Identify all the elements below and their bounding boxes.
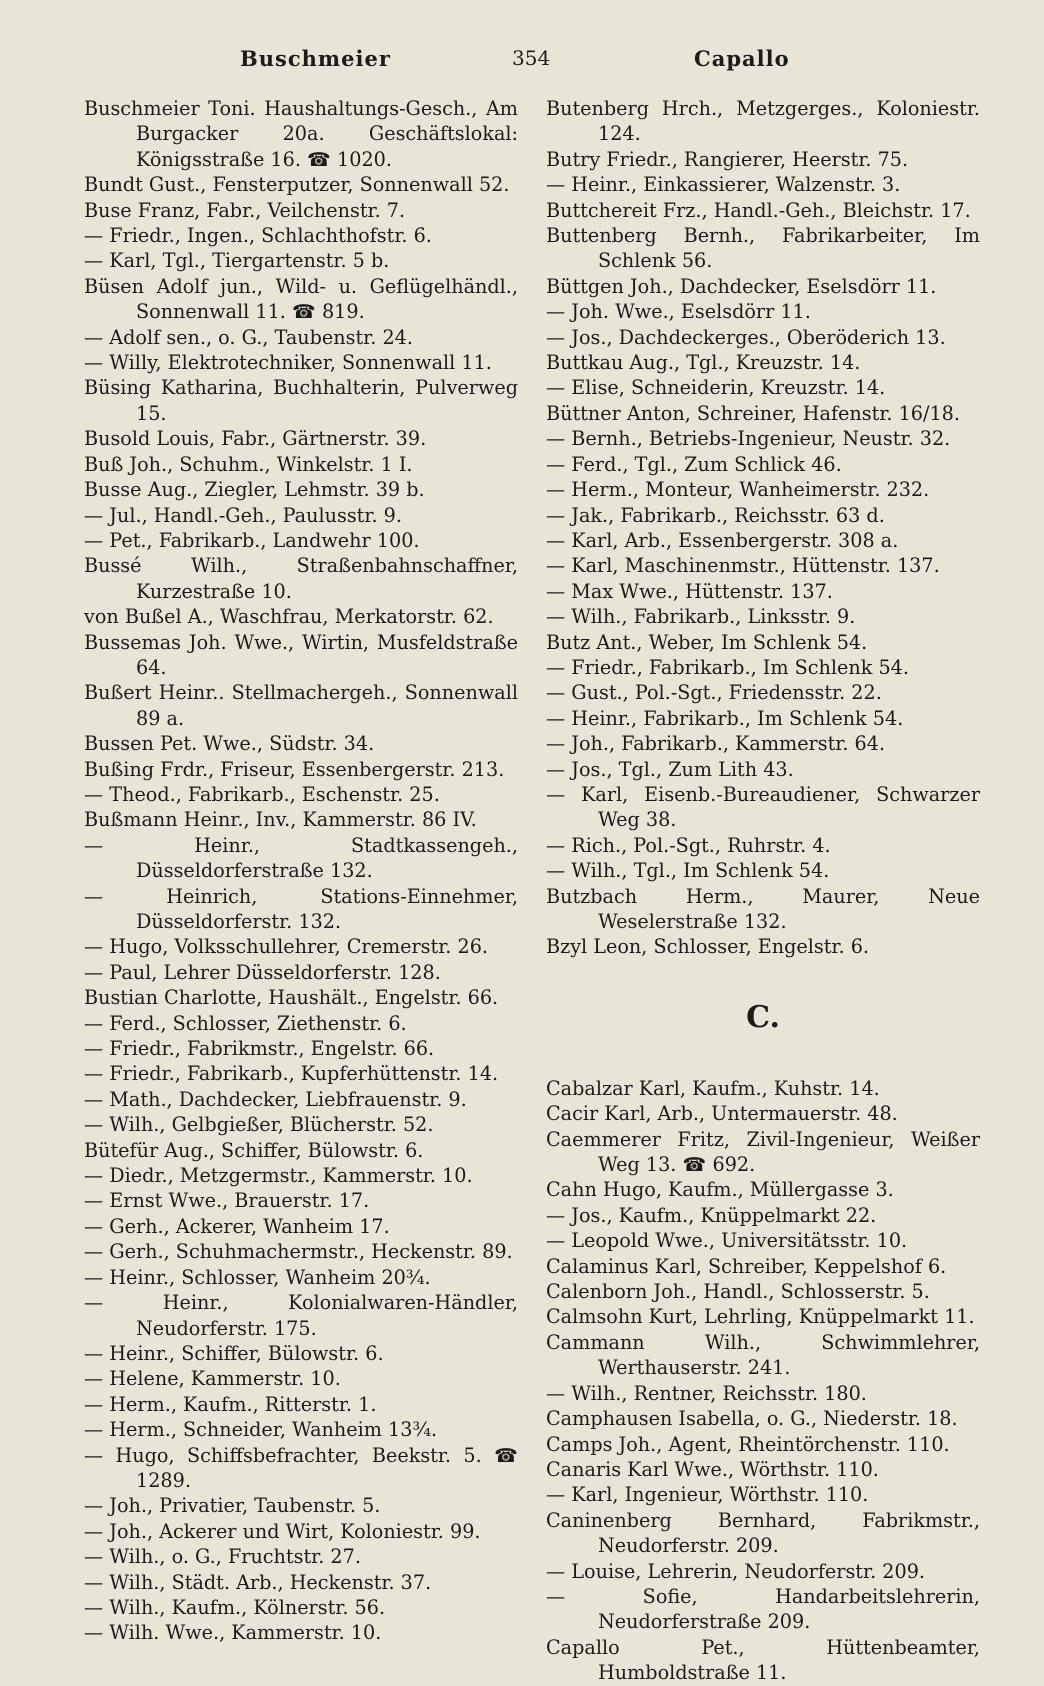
directory-entry: Butz Ant., Weber, Im Schlenk 54. bbox=[546, 630, 868, 654]
directory-entry: von Bußel A., Waschfrau, Merkatorstr. 62. bbox=[84, 605, 494, 629]
directory-entry: — Heinr., Schiffer, Bülowstr. 6. bbox=[84, 1341, 384, 1365]
directory-entry: Butenberg Hrch., Metzgerges., Koloniestr. 124. bbox=[546, 97, 980, 146]
directory-entry: Cammann Wilh., Schwimmlehrer, Werthauserstr. 241. bbox=[546, 1330, 980, 1380]
directory-entry: — Karl, Ingenieur, Wörthstr. 110. bbox=[546, 1483, 869, 1507]
directory-entry: Busold Louis, Fabr., Gärtnerstr. 39. bbox=[84, 427, 427, 451]
directory-entry: Bussemas Joh. Wwe., Wirtin, Musfeldstraße 64. bbox=[84, 630, 518, 679]
directory-entry: — Karl, Arb., Essenbergerstr. 308 a. bbox=[546, 528, 899, 552]
directory-entry: Butry Friedr., Rangierer, Heerstr. 75. bbox=[546, 147, 909, 171]
directory-entry: Calmsohn Kurt, Lehrling, Knüppelmarkt 11. bbox=[546, 1305, 975, 1329]
directory-entry: — Hugo, Volksschullehrer, Cremerstr. 26. bbox=[84, 935, 489, 959]
directory-entry: — Math., Dachdecker, Liebfrauenstr. 9. bbox=[84, 1087, 467, 1111]
directory-entry: — Sofie, Handarbeitslehrerin, Neudorferstraße 209. bbox=[546, 1584, 980, 1634]
directory-entry: — Wilh., Fabrikarb., Linksstr. 9. bbox=[546, 605, 856, 629]
directory-entry: — Joh., Ackerer und Wirt, Koloniestr. 99. bbox=[84, 1519, 481, 1543]
directory-entry: — Diedr., Metzgermstr., Kammerstr. 10. bbox=[84, 1164, 473, 1188]
directory-entry: Canaris Karl Wwe., Wörthstr. 110. bbox=[546, 1457, 879, 1481]
directory-entry: — Heinr., Stadtkassengeh., Düsseldorferstraße 132. bbox=[84, 833, 518, 883]
directory-entry: — Paul, Lehrer Düsseldorferstr. 128. bbox=[84, 960, 441, 984]
directory-entry: Cacir Karl, Arb., Untermauerstr. 48. bbox=[546, 1102, 898, 1126]
directory-entry: Cahn Hugo, Kaufm., Müllergasse 3. bbox=[546, 1178, 894, 1202]
directory-entry: — Jul., Handl.-Geh., Paulusstr. 9. bbox=[84, 503, 402, 527]
directory-entry: — Wilh., Rentner, Reichsstr. 180. bbox=[546, 1381, 867, 1405]
directory-entry: — Willy, Elektrotechniker, Sonnenwall 11. bbox=[84, 351, 492, 375]
directory-entry: Büsing Katharina, Buchhalterin, Pulverweg 15. bbox=[84, 376, 518, 425]
directory-entry: — Herm., Schneider, Wanheim 13¾. bbox=[84, 1418, 438, 1442]
directory-entry: Buse Franz, Fabr., Veilchenstr. 7. bbox=[84, 198, 406, 222]
directory-entry: — Louise, Lehrerin, Neudorferstr. 209. bbox=[546, 1559, 925, 1583]
directory-entry: — Ferd., Schlosser, Ziethenstr. 6. bbox=[84, 1011, 407, 1035]
directory-entry: Bütefür Aug., Schiffer, Bülowstr. 6. bbox=[84, 1138, 424, 1162]
directory-entry: — Jos., Dachdeckerges., Oberöderich 13. bbox=[546, 325, 946, 349]
directory-entry: — Gerh., Ackerer, Wanheim 17. bbox=[84, 1214, 390, 1238]
directory-entry: Bzyl Leon, Schlosser, Engelstr. 6. bbox=[546, 935, 869, 959]
directory-entry: — Adolf sen., o. G., Taubenstr. 24. bbox=[84, 325, 413, 349]
right-column-top bbox=[546, 96, 980, 960]
directory-entry: — Leopold Wwe., Universitätsstr. 10. bbox=[546, 1229, 908, 1253]
directory-entry: — Wilh., Tgl., Im Schlenk 54. bbox=[546, 859, 830, 883]
directory-entry: — Heinr., Einkassierer, Walzenstr. 3. bbox=[546, 173, 901, 197]
directory-entry: Bußert Heinr.. Stellmachergeh., Sonnenwall 89 a. bbox=[84, 681, 518, 730]
directory-entry: — Friedr., Fabrikmstr., Engelstr. 66. bbox=[84, 1037, 435, 1061]
directory-entry: — Heinr., Schlosser, Wanheim 20¾. bbox=[84, 1265, 431, 1289]
page-number: 354 bbox=[512, 46, 551, 70]
directory-entry: — Herm., Kaufm., Ritterstr. 1. bbox=[84, 1392, 377, 1416]
directory-entry: Bußing Frdr., Friseur, Essenbergerstr. 213. bbox=[84, 757, 505, 781]
directory-entry: — Joh., Fabrikarb., Kammerstr. 64. bbox=[546, 732, 886, 756]
directory-entry: — Jak., Fabrikarb., Reichsstr. 63 d. bbox=[546, 503, 885, 527]
directory-entry: Buttchereit Frz., Handl.-Geh., Bleichstr. 17. bbox=[546, 198, 971, 222]
directory-entry: — Friedr., Fabrikarb., Im Schlenk 54. bbox=[546, 655, 909, 679]
directory-entry: Buttenberg Bernh., Fabrikarbeiter, Im Schlenk 56. bbox=[546, 224, 980, 273]
directory-entry: — Pet., Fabrikarb., Landwehr 100. bbox=[84, 528, 420, 552]
directory-entry: Busse Aug., Ziegler, Lehmstr. 39 b. bbox=[84, 478, 425, 502]
directory-entry: — Ernst Wwe., Brauerstr. 17. bbox=[84, 1189, 370, 1213]
directory-entry: — Wilh., Kaufm., Kölnerstr. 56. bbox=[84, 1595, 386, 1619]
running-head-left: Buschmeier bbox=[240, 46, 391, 71]
page-header bbox=[0, 46, 1044, 80]
directory-entry: Caemmerer Fritz, Zivil-Ingenieur, Weißer Weg 13. ☎ 692. bbox=[546, 1127, 980, 1177]
directory-entry: — Helene, Kammerstr. 10. bbox=[84, 1367, 341, 1391]
directory-entry: — Heinr., Kolonialwaren-Händler, Neudorferstr. 175. bbox=[84, 1291, 518, 1340]
directory-entry: — Friedr., Fabrikarb., Kupferhüttenstr. 14. bbox=[84, 1062, 499, 1086]
directory-entry: — Karl, Tgl., Tiergartenstr. 5 b. bbox=[84, 249, 390, 273]
section-letter: C. bbox=[746, 999, 780, 1035]
directory-entry: Bustian Charlotte, Haushält., Engelstr. 66. bbox=[84, 986, 499, 1010]
directory-entry: — Wilh., Gelbgießer, Blücherstr. 52. bbox=[84, 1113, 434, 1137]
directory-entry: — Gerh., Schuhmachermstr., Heckenstr. 89. bbox=[84, 1240, 513, 1264]
directory-entry: — Bernh., Betriebs-Ingenieur, Neustr. 32. bbox=[546, 427, 951, 451]
directory-entry: Bußmann Heinr., Inv., Kammerstr. 86 IV. bbox=[84, 808, 477, 832]
directory-entry: Bussé Wilh., Straßenbahnschaffner, Kurzestraße 10. bbox=[84, 554, 518, 603]
directory-entry: Büttner Anton, Schreiner, Hafenstr. 16/18. bbox=[546, 401, 960, 425]
directory-entry: — Karl, Maschinenmstr., Hüttenstr. 137. bbox=[546, 554, 940, 578]
directory-entry: — Karl, Eisenb.-Bureaudiener, Schwarzer Weg 38. bbox=[546, 782, 980, 832]
directory-entry: — Gust., Pol.-Sgt., Friedensstr. 22. bbox=[546, 681, 882, 705]
directory-entry: — Theod., Fabrikarb., Eschenstr. 25. bbox=[84, 782, 440, 806]
directory-entry: — Ferd., Tgl., Zum Schlick 46. bbox=[546, 452, 842, 476]
directory-entry: — Wilh., o. G., Fruchtstr. 27. bbox=[84, 1545, 361, 1569]
directory-entry: — Joh. Wwe., Eselsdörr 11. bbox=[546, 300, 811, 324]
directory-entry: — Joh., Privatier, Taubenstr. 5. bbox=[84, 1494, 381, 1518]
left-column bbox=[84, 96, 518, 1646]
directory-entry: — Friedr., Ingen., Schlachthofstr. 6. bbox=[84, 224, 432, 248]
directory-entry: — Elise, Schneiderin, Kreuzstr. 14. bbox=[546, 376, 886, 400]
directory-entry: Cabalzar Karl, Kaufm., Kuhstr. 14. bbox=[546, 1076, 880, 1100]
directory-entry: Camphausen Isabella, o. G., Niederstr. 18. bbox=[546, 1407, 958, 1431]
directory-entry: Buschmeier Toni. Haushaltungs-Gesch., Am Burgacker 20a. Geschäftslokal: Königsstraße 16. ☎ 1020. bbox=[84, 97, 518, 171]
directory-entry: Buß Joh., Schuhm., Winkelstr. 1 I. bbox=[84, 452, 413, 476]
directory-entry: — Wilh., Städt. Arb., Heckenstr. 37. bbox=[84, 1570, 432, 1594]
directory-entry: — Max Wwe., Hüttenstr. 137. bbox=[546, 579, 833, 603]
directory-entry: Buttkau Aug., Tgl., Kreuzstr. 14. bbox=[546, 351, 861, 375]
directory-entry: — Hugo, Schiffsbefrachter, Beekstr. 5. ☎ 1289. bbox=[84, 1443, 518, 1492]
directory-entry: Bussen Pet. Wwe., Südstr. 34. bbox=[84, 732, 375, 756]
right-column bbox=[546, 96, 980, 1686]
directory-entry: Camps Joh., Agent, Rheintörchenstr. 110. bbox=[546, 1432, 950, 1456]
right-column-bottom bbox=[546, 1076, 980, 1686]
directory-entry: Capallo Pet., Hüttenbeamter, Humboldstraße 11. bbox=[546, 1635, 980, 1685]
directory-entry: — Wilh. Wwe., Kammerstr. 10. bbox=[84, 1621, 382, 1645]
directory-entry: — Rich., Pol.-Sgt., Ruhrstr. 4. bbox=[546, 833, 831, 857]
directory-entry: — Jos., Kaufm., Knüppelmarkt 22. bbox=[546, 1203, 877, 1227]
directory-entry: Calaminus Karl, Schreiber, Keppelshof 6. bbox=[546, 1254, 947, 1278]
directory-entry: — Heinr., Fabrikarb., Im Schlenk 54. bbox=[546, 706, 904, 730]
directory-entry: Büsen Adolf jun., Wild- u. Geflügelhändl., Sonnenwall 11. ☎ 819. bbox=[84, 274, 518, 324]
running-head-right: Capallo bbox=[694, 46, 790, 71]
directory-entry: Bundt Gust., Fensterputzer, Sonnenwall 52. bbox=[84, 173, 510, 197]
directory-entry: Büttgen Joh., Dachdecker, Eselsdörr 11. bbox=[546, 274, 937, 298]
directory-entry: — Jos., Tgl., Zum Lith 43. bbox=[546, 757, 794, 781]
directory-entry: Butzbach Herm., Maurer, Neue Weselerstraße 132. bbox=[546, 884, 980, 933]
directory-entry: — Heinrich, Stations-Einnehmer, Düsseldorferstr. 132. bbox=[84, 884, 518, 933]
directory-entry: Calenborn Joh., Handl., Schlosserstr. 5. bbox=[546, 1280, 930, 1304]
directory-entry: — Herm., Monteur, Wanheimerstr. 232. bbox=[546, 478, 930, 502]
directory-entry: Caninenberg Bernhard, Fabrikmstr., Neudorferstr. 209. bbox=[546, 1508, 980, 1558]
